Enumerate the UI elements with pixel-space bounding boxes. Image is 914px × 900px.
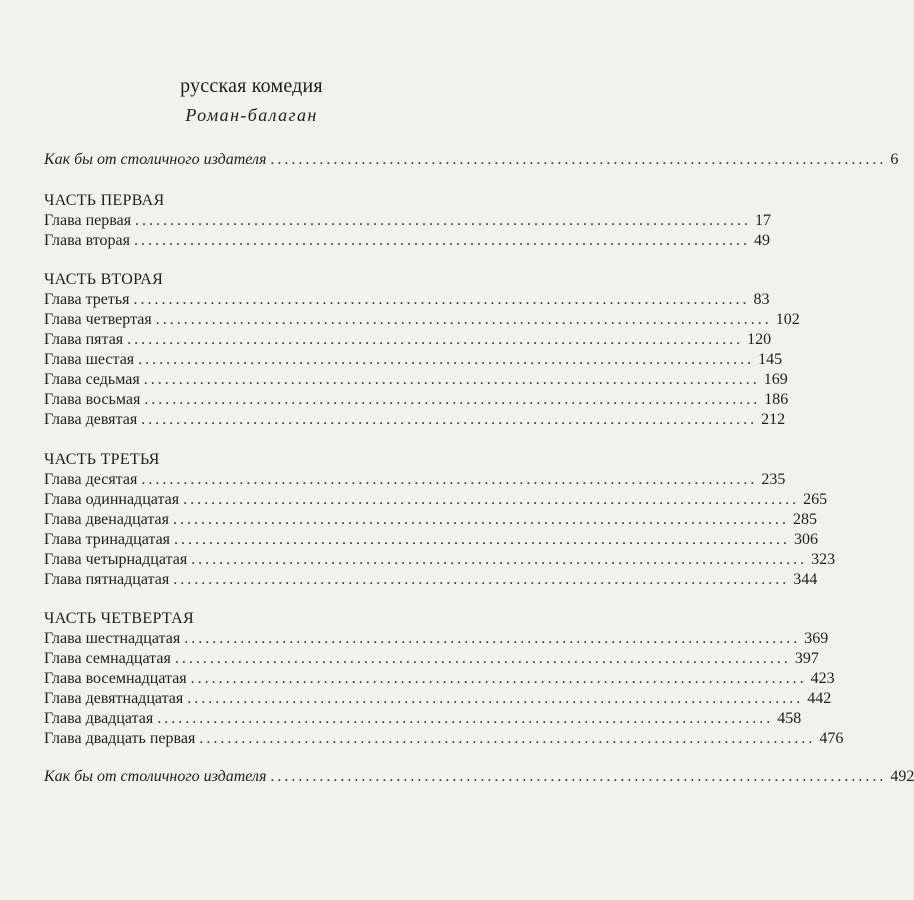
leader-dots: ........................................................................................ [133, 291, 750, 308]
part-heading: ЧАСТЬ ТРЕТЬЯ [44, 451, 160, 468]
toc-entry-page: 212 [761, 411, 786, 428]
toc-entry[interactable] [44, 549, 836, 571]
leader-dots: ........................................................................................ [270, 768, 887, 785]
toc-entry-label: Глава пятнадцатая [44, 571, 170, 588]
toc-entry-label: Глава пятая [44, 331, 124, 348]
toc-entry[interactable] [44, 529, 819, 551]
leader-dots: ........................................................................................ [173, 571, 790, 588]
toc-entry[interactable] [44, 668, 835, 690]
toc-entry-page: 344 [793, 571, 818, 588]
toc-entry[interactable] [44, 569, 818, 591]
toc-entry[interactable] [44, 469, 786, 491]
leader-dots: ........................................................................................ [187, 690, 804, 707]
toc-entry-label: Глава седьмая [44, 371, 140, 388]
toc-entry-label: Глава третья [44, 291, 130, 308]
part-heading: ЧАСТЬ ВТОРАЯ [44, 271, 164, 288]
toc-entry-outro[interactable] [44, 766, 914, 788]
toc-entry-label: Глава восьмая [44, 391, 141, 408]
book-title: русская комедия [180, 75, 323, 97]
toc-entry[interactable] [44, 648, 819, 670]
toc-entry-page: 102 [775, 311, 800, 328]
toc-entry-label: Глава первая [44, 212, 132, 229]
toc-entry[interactable] [44, 489, 828, 511]
toc-entry[interactable] [44, 409, 786, 431]
toc-entry[interactable] [44, 210, 772, 232]
leader-dots: ........................................................................................ [141, 411, 758, 428]
toc-entry-label: Глава вторая [44, 232, 130, 249]
toc-entry-page: 186 [764, 391, 789, 408]
toc-entry-page: 423 [810, 670, 835, 687]
toc-entry-label: Глава девятнадцатая [44, 690, 184, 707]
toc-entry-page: 49 [753, 232, 770, 249]
toc-entry-label: Глава семнадцатая [44, 650, 171, 667]
toc-entry-label: Глава шестнадцатая [44, 630, 181, 647]
toc-entry-page: 492 [890, 768, 914, 785]
toc-entry-page: 169 [763, 371, 788, 388]
leader-dots: ........................................................................................ [270, 151, 887, 168]
toc-entry[interactable] [44, 628, 829, 650]
toc-entry-page: 442 [807, 690, 832, 707]
leader-dots: ........................................................................................ [199, 730, 816, 747]
leader-dots: ........................................................................................ [183, 491, 800, 508]
toc-entry-page: 6 [890, 151, 899, 168]
toc-entry[interactable] [44, 349, 783, 371]
toc-entry-label: Глава девятая [44, 411, 138, 428]
toc-entry-label: Глава двадцать первая [44, 730, 196, 747]
toc-entry[interactable] [44, 230, 770, 252]
toc-entry[interactable] [44, 509, 817, 531]
leader-dots: ........................................................................................ [174, 650, 791, 667]
leader-dots: ........................................................................................ [184, 630, 801, 647]
leader-dots: ........................................................................................ [172, 511, 789, 528]
toc-entry-label: Как бы от столичного издателя [44, 151, 267, 168]
toc-entry-page: 120 [747, 331, 772, 348]
leader-dots: ........................................................................................ [155, 311, 772, 328]
toc-entry-page: 285 [792, 511, 817, 528]
toc-entry-label: Как бы от столичного издателя [44, 768, 267, 785]
toc-entry-page: 83 [753, 291, 770, 308]
toc-entry-label: Глава тринадцатая [44, 531, 171, 548]
leader-dots: ........................................................................................ [143, 371, 760, 388]
toc-entry[interactable] [44, 728, 844, 750]
toc-entry-label: Глава восемнадцатая [44, 670, 187, 687]
toc-entry[interactable] [44, 389, 789, 411]
leader-dots: ........................................................................................ [127, 331, 744, 348]
toc-entry-page: 145 [758, 351, 783, 368]
toc-entry-page: 17 [755, 212, 772, 229]
part-heading: ЧАСТЬ ПЕРВАЯ [44, 192, 165, 209]
leader-dots: ........................................................................................ [174, 531, 791, 548]
toc-entry-page: 265 [803, 491, 828, 508]
part-heading: ЧАСТЬ ЧЕТВЕРТАЯ [44, 610, 194, 627]
toc-entry-label: Глава двенадцатая [44, 511, 169, 528]
toc-entry-label: Глава четвертая [44, 311, 152, 328]
toc-entry-page: 369 [804, 630, 829, 647]
toc-entry-page: 458 [777, 710, 802, 727]
leader-dots: ........................................................................................ [191, 551, 808, 568]
toc-entry-label: Глава десятая [44, 471, 138, 488]
toc-entry-label: Глава одиннадцатая [44, 491, 180, 508]
toc-entry-label: Глава четырнадцатая [44, 551, 188, 568]
toc-entry[interactable] [44, 369, 788, 391]
toc-entry-page: 235 [761, 471, 786, 488]
toc-entry[interactable] [44, 708, 802, 730]
leader-dots: ........................................................................................ [157, 710, 774, 727]
toc-entry[interactable] [44, 289, 770, 311]
toc-entry-page: 306 [794, 531, 819, 548]
leader-dots: ........................................................................................ [138, 351, 755, 368]
leader-dots: ........................................................................................ [141, 471, 758, 488]
leader-dots: ........................................................................................ [133, 232, 750, 249]
toc-entry-label: Глава шестая [44, 351, 135, 368]
toc-entry-label: Глава двадцатая [44, 710, 154, 727]
toc-entry[interactable] [44, 309, 800, 331]
toc-entry-page: 323 [811, 551, 836, 568]
toc-entry-page: 397 [794, 650, 819, 667]
leader-dots: ........................................................................................ [135, 212, 752, 229]
leader-dots: ........................................................................................ [190, 670, 807, 687]
toc-entry-intro[interactable] [44, 149, 899, 171]
toc-entry-page: 476 [819, 730, 844, 747]
book-subtitle: Роман-балаган [185, 105, 318, 125]
toc-entry[interactable] [44, 688, 832, 710]
toc-entry[interactable] [44, 329, 772, 351]
leader-dots: ........................................................................................ [144, 391, 761, 408]
